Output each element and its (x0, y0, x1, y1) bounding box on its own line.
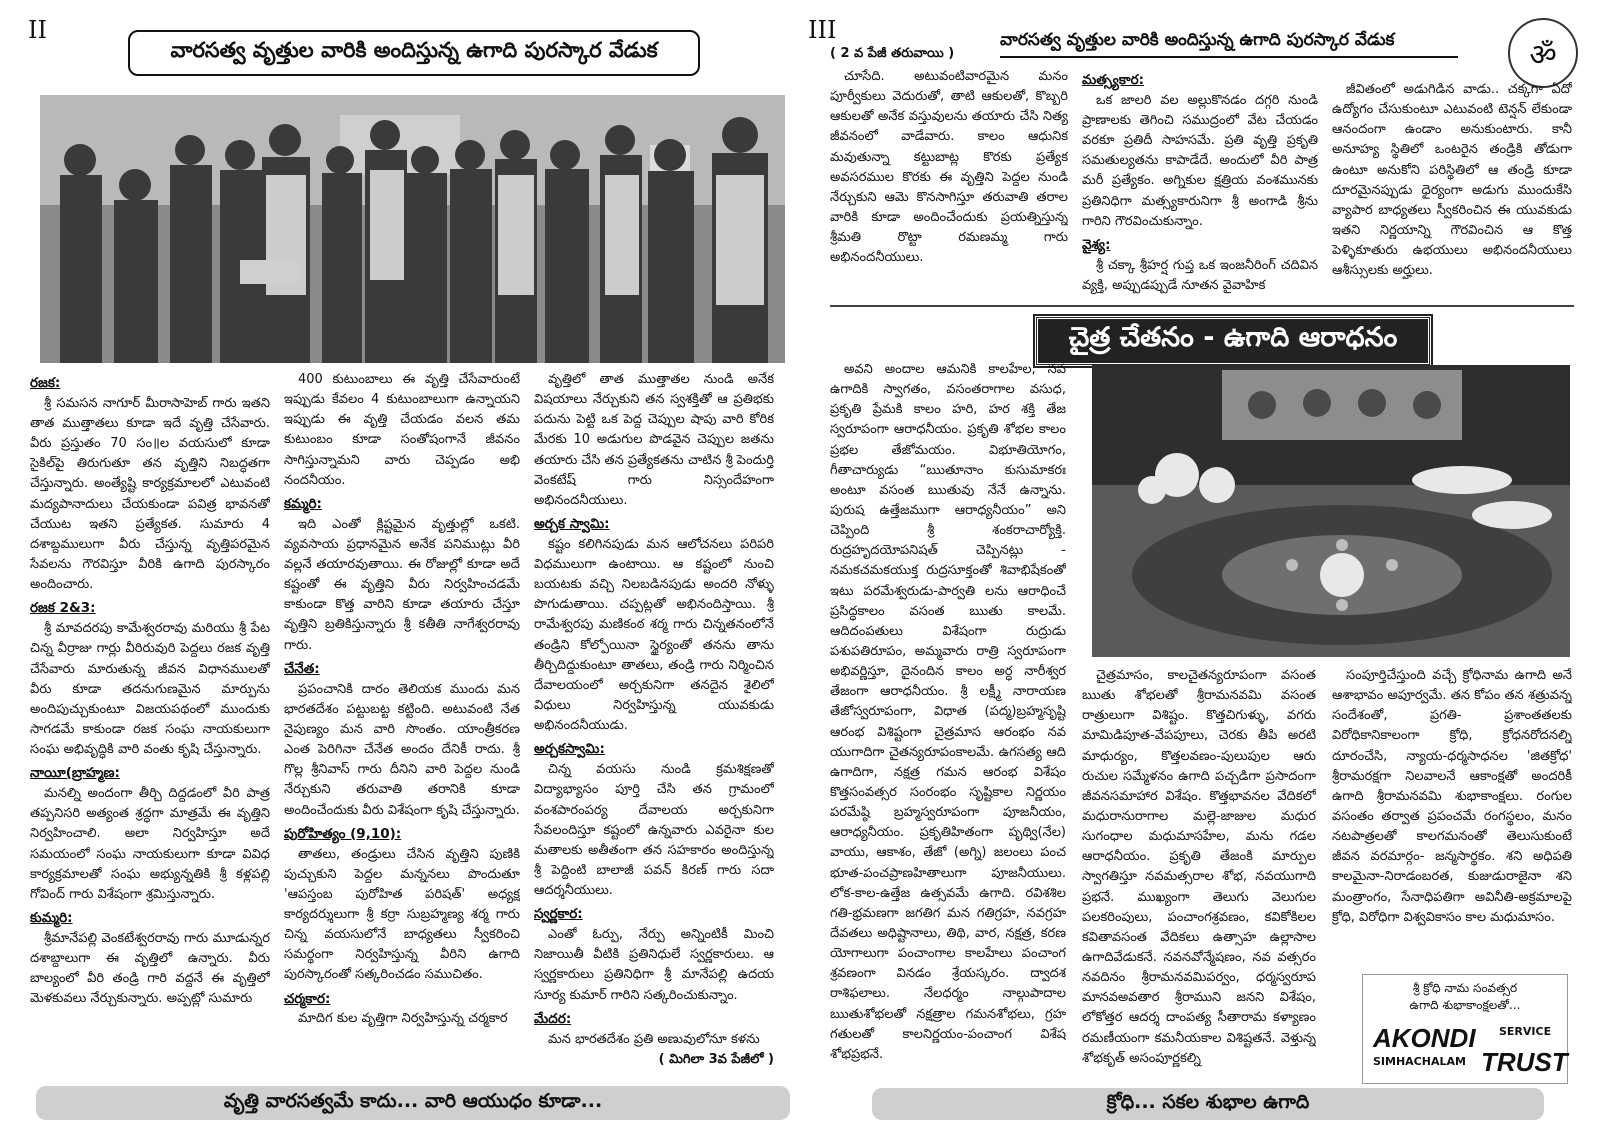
ad-greeting-line: ఉగాది శుభాకాంక్షలతో... (1409, 998, 1521, 1012)
right-column-3 (1332, 80, 1572, 297)
section-heading: కుమ్మరి: (30, 910, 73, 926)
group-photo (40, 95, 785, 363)
feature-column-2 (1082, 666, 1316, 1080)
right-footer: క్రోధి... సకల శుభాల ఉగాది (872, 1088, 1544, 1120)
section-heading: చర్మకార: (284, 990, 331, 1007)
section-text: జీవితంలో అడుగిడిన వాడు.. చక్కగా ఏదో ఉద్యోగం చేసుకుంటూ ఎటువంటి టెన్షన్ లేకుండా ఆనందంగా ఉండాం అనుకుంటారు. కానీ అనూహ్య స్థితిలో ఒంటరైన తండ్రికి తోడుగా ఉంటూ అనుకోని పరిస్థితిలో ఆ తండ్రి కూడా దూరమైనప్పుడు ధైర్యంగా అడుగు ముందుకేసి వ్యాపార బాధ్యతలు స్వీకరించిన ఈ యువకుడు ఇతని నిర్ణయాన్ని గౌరవించిన ఆ కొత్త పెళ్ళికూతురు ఉభయులు అభినందనీయులు ఆశీస్సులకు అర్హులు. (1332, 82, 1572, 279)
brand-trust: TRUST (1481, 1047, 1568, 1077)
trust-logo (1363, 1019, 1567, 1079)
section-heading: నాయీ(బ్రాహ్మణ: (30, 765, 120, 782)
section-heading: రజక 2&3: (30, 600, 96, 617)
section-heading: అర్చకస్వామి: (534, 741, 605, 758)
continued-label: ( 2 వ పేజీ తరువాయి ) (830, 46, 955, 61)
left-column-2 (284, 370, 520, 1082)
section-text: చూసేది. అటువంటివారమైన మనం పూర్వీకులు వెదురుతో, తాటి ఆకులతో, కొబ్బరి ఆకులతో అనేక వస్తువులను తయారు చేసి నిత్య జీవనంలో వాడేవారు. కాలం ఆధునిక మవుతున్నా కట్టుబాట్ల కొరకు ప్రత్యేక అవసరముల కొరకు ఈ వృత్తిని పెద్దల నుండి నేర్చుకుని ఆమె కొనసాగిస్తూ తరువాతి తరాల వారికి కూడా అందించేందుకు ప్రయత్నిస్తున్న శ్రీమతి రొట్టా రమణమ్మ గారు అభినందనీయులు. (830, 69, 1068, 266)
section-text: శ్రీ మావదరపు కామేశ్వరరావు మరియు శ్రీ పేట చిన్న వీర్రాజు గార్లు వీరిరువురి పెద్దలు రజక వృత్తి చేసేవారు మారుతున్న జీవన విధానములతో వీరు కూడా తదనుగుణమైన మార్పును అందిపుచ్చుకుంటూ విజయపథంలో ముందుకు సాగడమే కాకుండా రజక సంఘ నాయకులుగా సంఘ అభివృద్ధికి వారి వంతు కృషి చేస్తున్నారు. (30, 621, 270, 758)
section-heading: కమ్మరి: (284, 495, 322, 512)
right-page-number: III (808, 16, 837, 44)
section-text: శ్రీ చక్కా శ్రీహర్ష గుప్త ఒక ఇంజనీరింగ్ చదివిన వ్యక్తి, అప్పుడప్పుడే నూతన వైవాహిక (1082, 257, 1318, 293)
section-text: ఎంతో ఓర్పు, నేర్పు అన్నింటికీ మించి నిజాయితీ వీటికి ప్రతినిధులే స్వర్ణకారులు. ఆ స్వర్ణకారులు ప్రతినిధిగా శ్రీ మానేపల్లి ఉదయ సూర్య కుమార్ గారిని సత్కరించుకున్నాం. (534, 927, 774, 1003)
section-heading: మేదర: (534, 1010, 572, 1027)
section-text: మన భారతదేశం ప్రతి అణువులోనూ కళను (548, 1031, 760, 1047)
group-photo-illustration (40, 95, 785, 363)
section-text: ఇది ఎంతో క్లిష్టమైన వృత్తుల్లో ఒకటి. వ్యవసాయ ప్రధానమైన అనేక పనిముట్లు వీరి వల్లనే తయారవుతాయి. ఈ రోజుల్లో కూడా అదే కష్టంతో ఈ వృత్తిని వీరు నిర్వహించడమే కాకుండా కొత్త వారిని కూడా తయారు చేస్తూ వృత్తిని బ్రతికిస్తున్నారు శ్రీ కతీతి నాగేశ్వరరావు గారు. (284, 516, 520, 653)
section-text: ఒక జాలరి వల అల్లుకొనడం దగ్గరి నుండి ప్రాణాలకు తెగించి సముద్రంలో వేట చేయడం వరకూ ప్రతిదీ సాహసమే. ప్రతి వృత్తి ప్రకృతి సమతుల్యతను కాపాడేదే. అందులో వీరి పాత్ర మరీ ప్రత్యేకం. అగ్నికుల క్షత్రియ వంశమునకు ప్రతినిధిగా మత్స్యకారునిగా శ్రీ అంగాడి శ్రీను గారిని గౌరవించుకున్నాం. (1082, 92, 1318, 229)
section-text: మనల్ని అందంగా తీర్చి దిద్దడంలో వీరి పాత్ర తప్పనిసరి అత్యంత శ్రద్ధగా మాత్రమే ఈ వృత్తిని నిర్వహించాలి. అలా నిర్వహిస్తూ అదే సమయంలో సంఘ నాయకులుగా కూడా వివిధ కార్యక్రమాలతో సంఘ అభ్యున్నతికి శ్రీ కళ్లపల్లి గోవింద్ గారు విశేషంగా శ్రమిస్తున్నారు. (30, 786, 270, 902)
section-heading: చేనేత: (284, 660, 320, 677)
right-column-1 (830, 67, 1068, 297)
section-text: అవని అందాల ఆమనికి కాలహేల, నవ ఉగాదికి స్వాగతం, వసంతరాగాల వసుధ, ప్రకృతి ప్రేమకి కాలం హరి, హర శక్తి తేజ స్వరూపంగా ఆరాధనీయం. ప్రకృతి శోభల కాలం ప్రభల తేజోమయం. విభూతియోగం, గీతాచార్యుడు “ఋతూనాం కుసుమాకరః అంటూ వసంత ఋతువు నేనే ఉన్నాను. పురుష ఉత్తేజముగా ఆరాధ్యనీయం” అని చెప్పింది శ్రీ శంకరాచార్యోక్తి. రుద్రహృదయోపనిషత్ చెప్పినట్లు - నమకచమకయుక్త రుద్రసూక్తంతో శివాభిషేకంతో ఇటు పరమేశ్వరుడు-పార్వతి లను ఆరాధించే ప్రసిద్ధకాలం వసంత ఋతు కాలమే. ఆదిదంపతులు విశేషంగా రుద్రుడు పశుపతిరూపం, అమ్మవారు రాత్రి స్వరూపంగా అభివర్ణిస్తూ, దైనందిన కాలం అర్ధ నారీశ్వర తేజంగా ఆరాధనీయం. శ్రీ లక్ష్మీ నారాయణ తేజోస్వరూపంగా, విధాత (పద్మ)బ్రహ్మసృష్టి ఆరంభ విశిష్టంగా చైత్రమాస ఆరంభం నవ యుగాదిగా చైతన్యరూపంకాలమే. ఉగసత్య ఆది ఉగాదిగా, నక్షత్ర గమన ఆరంభ విశేషం కొత్తసంవత్సర సంరంభం సృష్టికాల నిర్ణయం పరమేష్ఠి బ్రహ్మస్వరూపంగా పూజనీయం, ఆరాధ్యనీయం. ప్రకృతిహితంగా పృథ్వి(నేల) వాయు, ఆకాశం, తేజో (అగ్ని) జలంలు పంచ భూత-పంచప్రాణహితాలుగా పూజనీయులు. లోక-కాల-ఉత్తేజ ఉత్సవమే ఉగాది. రవిశశిల గతి-భ్రమణగా జగతిగ మన గతిగ్రహ, నవగ్రహ దేవతలు అధిష్టానాలు, తిథి, వార, నక్షత్ర, కరణ యోగాలుగా పంచాంగాల కాలహేలు పంచాంగ శ్రవణంగా వినడం శ్రేయస్కరం. ద్వాదశ రాశిఫలాలు. నేలధర్మం నాల్గుపాదాల ఋతుశోభలతో నక్షత్రాల గమనశోభలు, గ్రహ గతులతో కాలనిర్ణయం-పంచాంగ విశేష శోభప్రభనే. (830, 362, 1066, 1062)
section-heading: రజక: (30, 375, 61, 391)
continued-note: ( మిగిలా 3వ పేజీలో ) (658, 1051, 774, 1067)
section-text: 400 కుటుంబాలు ఈ వృత్తి చేసేవారుంటే ఇప్పుడు కేవలం 4 కుటుంబాలుగా ఉన్నాయని ఇప్పుడు ఈ వృత్తి చేయడం వలన తమ కుటుంబం కూడా సంతోషంగానే జీవనం సాగిస్తున్నామని వారు చెప్పడం అభి నందనీయం. (284, 372, 520, 488)
ad-year-line: శ్రీ క్రోధి నామ సంవత్సర (1412, 981, 1518, 995)
left-footer: వృత్తి వారసత్వమే కాదు... వారి ఆయుధం కూడా... (36, 1086, 790, 1120)
section-text: ప్రపంచానికి దారం తెలియక ముందు మన భారతదేశం పట్టుబట్ట కట్టింది. అటువంటి నేత నైపుణ్యం మన వారి సొంతం. యాంత్రీకరణ ఎంత పెరిగినా చేనేత అందం దేనికీ రాదు. శ్రీ గొల్ల శ్రీనివాస్ గారు దీనిని వారి పెద్దల నుండి నేర్చుకుని తరువాతి తరానికి కూడా అందించేందుకు వీరు విశేషంగా కృషి చేస్తున్నారు. (284, 681, 520, 818)
feature-banner: చైత్ర చేతనం - ఉగాది ఆరాధనం (1035, 316, 1431, 366)
offering-illustration (1092, 365, 1570, 657)
left-page-title: వారసత్వ వృత్తుల వారికి అందిస్తున్న ఉగాది పురస్కార వేడుక (128, 30, 700, 76)
brand-service: SERVICE (1499, 1025, 1552, 1038)
section-text: తాతలు, తండ్రులు చేసిన వృత్తిని పుణికి పుచ్చుకుని పెద్దల మన్ననలు పొందుతూ 'ఆపస్తంబ పురోహిత పరిషత్' అధ్యక్ష కార్యదర్శులుగా శ్రీ కర్రా సుబ్రహ్మణ్య శర్మ గారు చిన్న వయసులోనే బాధ్యతలు స్వీకరించి సమర్థంగా నిర్వహిస్తున్న వీరిని ఉగాది పురస్కారంతో సత్కరించడం సముచితం. (284, 846, 520, 983)
feature-column-1 (830, 360, 1066, 1080)
right-page-title: వారసత్వ వృత్తుల వారికి అందిస్తున్న ఉగాది పురస్కార వేడుక (1000, 30, 1458, 58)
left-page-number: II (28, 16, 47, 44)
om-emblem: ॐ (1508, 18, 1578, 88)
section-text: కష్టం కలిగినపుడు మన ఆలోచనలు పరిపరి విధములుగా ఉంటాయి. ఆ కష్టంలో నుంచి బయటకు వచ్చి నిలబడినపుడు అందరి నోళ్ళు పొగుడుతాయి. చప్పట్లతో అభినందిస్తాయి. శ్రీ రామేశ్వరపు మణికంఠ శర్మ గారు చిన్నతనంలోనే తండ్రిని కోల్పోయినా స్థైర్యంతో తనను తాను తీర్చిదిద్దుకుంటూ తాతలు, తండ్రి గారు నిర్మించిన దేవాలయంలో అర్చకునిగా తనదైన శైలిలో విధులు నిర్వహిస్తున్న యువకుడు అభినందనీయుడు. (534, 536, 774, 734)
section-heading: మత్స్యకార: (1082, 72, 1144, 88)
left-column-1 (30, 370, 270, 1082)
section-heading: వైశ్య: (1082, 236, 1111, 253)
brand-simhachalam: SIMHACHALAM (1373, 1055, 1466, 1068)
brand-akondi: AKONDI (1373, 1023, 1476, 1053)
section-text: శ్రీ సమసన నాగూర్ మీరాసాహెబ్ గారు ఇతని తాత ముత్తాతలు కూడా ఇదే వృత్తి చేసేవారు. వీరు ప్రస్తుతం 70 సం॥ల వయసులో కూడా సైకిల్‌పై తిరుగుతూ తన వృత్తిని నిబద్ధతగా చేస్తున్నారు. అంత్యేష్టి కార్యక్రమాలలో ఎటువంటి మద్యపానాదులు చేయకుండా పవిత్ర భావనతో చేయుట ఇతని ప్రత్యేకత. సుమారు 4 దశాబ్దములుగా వీరు చేస్తున్న వృత్తిపరమైన సేవలను గౌరవిస్తూ వీరికి ఉగాది పురస్కారం అందించారు. (30, 395, 270, 593)
section-text: చైత్రమాసం, కాలచైతన్యరూపంగా వసంత ఋతు శోభలతో శ్రీరామనవమి వసంత రాత్రులుగా విశిష్టం. కొత్తచిగుళ్ళు, వగరు మామిడిపూత-వేపపూలు, చెరకు తీపి అరటి మాధుర్యం, కొత్తలవణం-పులుపుల ఆరు రుచుల సమ్మేళనం ఉగాది పచ్చడిగా ప్రసాదంగా జీవనసమాహార విశేషం. కొత్తభావనల వేదికలో మధురానురాగాల మల్లె-జాజుల మధుర సుగంధాల మధుమాసహేల, మను గడల ఆరాధనీయం. ప్రకృతి తేజంకి మార్పుల స్వాగతిస్తూ నవమత్సరాల శోభ, నవయుగాది ప్రభనే. ముఖ్యంగా తెలుగు వెలుగుల పలకరింపులు, పంచాంగశ్రవణం, కవికోకిలల కవితావసంత వేదికలు ఉత్సాహ ఉల్లాసాల ఉగాదివేడుకనే. నవనవోన్మేషణం, నవ వత్సరం నవదినం శ్రీరామనవమిపర్వం, ధర్మస్వరూప మానవఅవతార శ్రీరాముని జనని విశేషం, లోకోత్తర ఆదర్శ దాంపత్య సీతారామ కళ్యాణం రమణీయంగా కమనీయకాల విశిష్టతనే. వెళ్తున్న శోభకృత్ అసంపూర్ణకల్ని (1082, 668, 1316, 1066)
divider (830, 305, 1574, 307)
section-text: సంపూర్తిచేస్తుంది వచ్చే క్రోధినామ ఉగాది అనే ఆశాభావం అపూర్వమే. తన కోపం తన శత్రువన్న సందేశంతో, ప్రగతి- ప్రశాంతతలకు విరోధికానికాలంగా క్రోధి, క్రోధనరోదనల్ని దూరంచేసి, న్యాయ-ధర్మసాధనల 'జితక్రోధ' శ్రీరామరక్షగా నిలవాలనే ఆకాంక్షతో అందరికీ ఉగాది శ్రీరామనవమి శుభాకాంక్షలు. రంగుల వసంతం తర్వాత ప్రపంచమే రంగస్థలం, మనం నటపాత్రలతో కాలగమనంతో తెలుసుకుంటే జీవన వరమార్గం- జన్మసార్థకం. శని అధిపతి కాలమైనా-నిరాడంబరత, కుజుడురాజైనా శని మంత్రాంగం, సేనాధిపతిగా అవినీతి-అక్రమాలపై క్రోధి, విరోధిగా విశ్వవికాసం కాల మధుమాసం. (1332, 668, 1572, 925)
section-heading: అర్చక స్వామి: (534, 515, 610, 532)
section-text: శ్రీమానేపల్లి వెంకటేశ్వరరావు గారు మూడున్నర దశాబ్దాలుగా ఈ వృత్తిలో ఉన్నారు. వీరు బాల్యంలో వీరి తండ్రి గారి వద్దనే ఈ వృత్తిలో మెళకువలు నేర్చుకున్నారు. అప్పట్లో సుమారు (30, 930, 270, 1007)
trust-advert (1362, 974, 1568, 1084)
left-column-3 (534, 370, 774, 1082)
section-text: చిన్న వయసు నుండి క్రమశిక్షణతో విద్యాభ్యాసం పూర్తి చేసి తన గ్రామంలో వంశపారంపర్య దేవాలయ అర్చకునిగా సేవలందిస్తూ కష్టంలో ఉన్నవారు ఎవరైనా కుల మతాలకు అతీతంగా తన సహకారం అందిస్తున్న శ్రీ పెద్దింటి బాలాజీ పవన్ కిరణ్ గారు సదా ఆదర్శనీయులు. (534, 762, 774, 899)
section-heading: పురోహిత్యం (9,10): (284, 825, 402, 842)
section-text: వృత్తిలో తాత ముత్తాతల నుండి అనేక విషయాలు నేర్చుకుని తన స్వశక్తితో ఆ ప్రతిభకు పదును పెట్టి ఒక పెద్ద చెప్పుల షాపు వారి కోరిక మేరకు 10 అడుగుల పొడవైన చెప్పుల జతను తయారు చేసి తన ప్రత్యేకతను చాటిన శ్రీ పెందుర్తి వెంకటేష్ గారు నిస్సందేహంగా అభినందనీయులు. (534, 372, 774, 508)
right-column-2 (1082, 67, 1318, 297)
feature-column-3 (1332, 666, 1572, 966)
section-heading: స్వర్ణకార: (534, 906, 583, 923)
ugadi-offering-photo (1092, 365, 1570, 657)
section-text: మాదిగ కుల వృత్తిగా నిర్వహిస్తున్న చర్మకార (298, 1011, 508, 1027)
